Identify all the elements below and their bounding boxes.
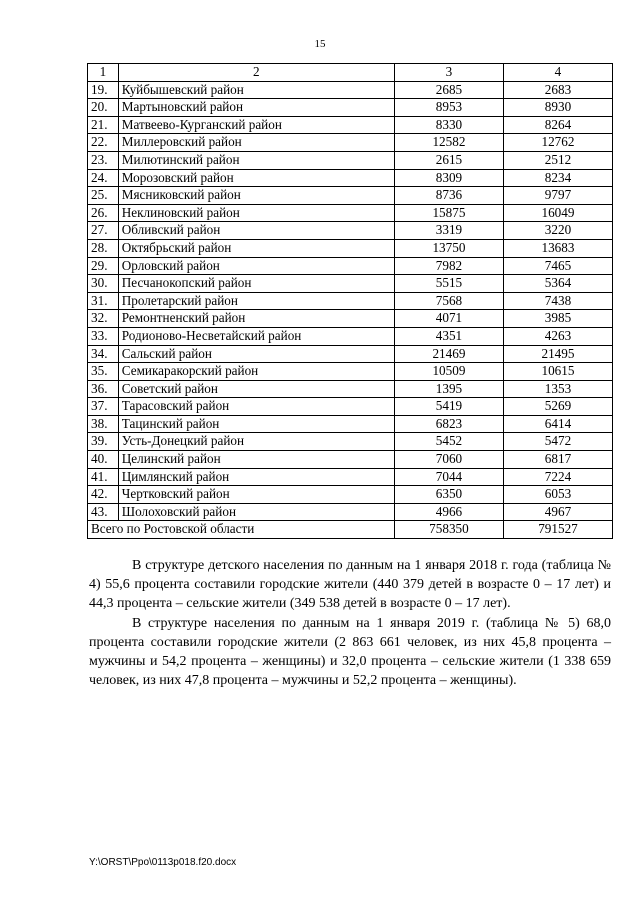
value-col-4: 1353: [503, 380, 612, 398]
table-row: [88, 451, 613, 469]
row-number: 38.: [88, 415, 119, 433]
value-col-4: 8930: [503, 99, 612, 117]
total-label: Всего по Ростовской области: [88, 521, 395, 539]
table-row: [88, 99, 613, 117]
row-number: 34.: [88, 345, 119, 363]
paragraph-population-structure: В структуре населения по данным на 1 января 2019 г. (таблица № 5) 68,0 процента составили городские жители (2 863 661 человек, из них 45,8 процента – мужчины и 54,2 процента – женщины) и 32,0 процента – сельские жители (1 338 659 человек, из них 47,8 процента – мужчины и 52,2 процента – женщины).: [89, 615, 611, 689]
table-row: [88, 116, 613, 134]
table-header-row: [88, 64, 613, 82]
table-row: [88, 239, 613, 257]
district-name: Песчанокопский район: [118, 275, 394, 293]
table-row: [88, 81, 613, 99]
value-col-3: 5419: [394, 398, 503, 416]
value-col-3: 7060: [394, 451, 503, 469]
value-col-3: 6823: [394, 415, 503, 433]
table-row: [88, 257, 613, 275]
district-name: Матвеево-Курганский район: [118, 116, 394, 134]
value-col-3: 8736: [394, 187, 503, 205]
district-name: Мясниковский район: [118, 187, 394, 205]
total-value-col-3: 758350: [394, 521, 503, 539]
value-col-4: 6414: [503, 415, 612, 433]
row-number: 22.: [88, 134, 119, 152]
value-col-4: 2512: [503, 151, 612, 169]
value-col-3: 8953: [394, 99, 503, 117]
value-col-3: 12582: [394, 134, 503, 152]
row-number: 23.: [88, 151, 119, 169]
value-col-3: 4966: [394, 503, 503, 521]
district-name: Октябрьский район: [118, 239, 394, 257]
value-col-3: 13750: [394, 239, 503, 257]
table-row: [88, 398, 613, 416]
value-col-3: 21469: [394, 345, 503, 363]
table-row: [88, 433, 613, 451]
value-col-4: 8234: [503, 169, 612, 187]
row-number: 31.: [88, 292, 119, 310]
value-col-3: 7568: [394, 292, 503, 310]
district-name: Тарасовский район: [118, 398, 394, 416]
district-name: Чертковский район: [118, 486, 394, 504]
district-name: Целинский район: [118, 451, 394, 469]
value-col-3: 4351: [394, 327, 503, 345]
value-col-4: 3220: [503, 222, 612, 240]
value-col-4: 3985: [503, 310, 612, 328]
value-col-3: 6350: [394, 486, 503, 504]
row-number: 27.: [88, 222, 119, 240]
district-name: Миллеровский район: [118, 134, 394, 152]
row-number: 30.: [88, 275, 119, 293]
row-number: 20.: [88, 99, 119, 117]
district-population-table: [87, 63, 613, 539]
row-number: 32.: [88, 310, 119, 328]
value-col-4: 10615: [503, 363, 612, 381]
total-value-col-4: 791527: [503, 521, 612, 539]
value-col-4: 16049: [503, 204, 612, 222]
row-number: 19.: [88, 81, 119, 99]
row-number: 24.: [88, 169, 119, 187]
value-col-3: 8330: [394, 116, 503, 134]
value-col-4: 5364: [503, 275, 612, 293]
district-name: Обливский район: [118, 222, 394, 240]
district-name: Родионово-Несветайский район: [118, 327, 394, 345]
value-col-3: 7044: [394, 468, 503, 486]
row-number: 36.: [88, 380, 119, 398]
table-row: [88, 222, 613, 240]
district-name: Советский район: [118, 380, 394, 398]
value-col-4: 13683: [503, 239, 612, 257]
table-row: [88, 380, 613, 398]
value-col-3: 5452: [394, 433, 503, 451]
value-col-3: 2615: [394, 151, 503, 169]
value-col-4: 4263: [503, 327, 612, 345]
row-number: 28.: [88, 239, 119, 257]
value-col-3: 10509: [394, 363, 503, 381]
district-name: Милютинский район: [118, 151, 394, 169]
value-col-3: 3319: [394, 222, 503, 240]
table-row: [88, 204, 613, 222]
row-number: 41.: [88, 468, 119, 486]
district-name: Пролетарский район: [118, 292, 394, 310]
district-name: Сальский район: [118, 345, 394, 363]
row-number: 40.: [88, 451, 119, 469]
value-col-3: 1395: [394, 380, 503, 398]
header-col-4: 4: [503, 64, 612, 82]
district-name: Неклиновский район: [118, 204, 394, 222]
district-name: Морозовский район: [118, 169, 394, 187]
row-number: 43.: [88, 503, 119, 521]
value-col-4: 9797: [503, 187, 612, 205]
paragraph-children-structure: В структуре детского населения по данным на 1 января 2018 г. года (таблица № 4) 55,6 процента составили городские жители (440 379 детей в возрасте 0 – 17 лет) и 44,3 процента – сельские жители (349 538 детей в возрасте 0 – 17 лет).: [89, 558, 611, 612]
table-row: [88, 275, 613, 293]
value-col-4: 5472: [503, 433, 612, 451]
table-row: [88, 292, 613, 310]
district-name: Семикаракорский район: [118, 363, 394, 381]
value-col-4: 7465: [503, 257, 612, 275]
table-row: [88, 187, 613, 205]
footer-file-path: Y:\ORST\Ppo\0113p018.f20.docx: [89, 857, 237, 868]
value-col-4: 12762: [503, 134, 612, 152]
table-row: [88, 310, 613, 328]
table-row: [88, 169, 613, 187]
row-number: 39.: [88, 433, 119, 451]
table-row: [88, 415, 613, 433]
row-number: 25.: [88, 187, 119, 205]
district-name: Тацинский район: [118, 415, 394, 433]
district-name: Шолоховский район: [118, 503, 394, 521]
district-name: Усть-Донецкий район: [118, 433, 394, 451]
table-row: [88, 468, 613, 486]
value-col-4: 2683: [503, 81, 612, 99]
district-name: Мартыновский район: [118, 99, 394, 117]
value-col-4: 4967: [503, 503, 612, 521]
header-col-3: 3: [394, 64, 503, 82]
value-col-4: 21495: [503, 345, 612, 363]
row-number: 42.: [88, 486, 119, 504]
table-row: [88, 503, 613, 521]
row-number: 21.: [88, 116, 119, 134]
row-number: 35.: [88, 363, 119, 381]
value-col-4: 6817: [503, 451, 612, 469]
table-row: [88, 345, 613, 363]
row-number: 26.: [88, 204, 119, 222]
district-name: Орловский район: [118, 257, 394, 275]
table-row: [88, 327, 613, 345]
value-col-4: 7438: [503, 292, 612, 310]
value-col-3: 15875: [394, 204, 503, 222]
district-name: Ремонтненский район: [118, 310, 394, 328]
table-row: [88, 363, 613, 381]
value-col-3: 2685: [394, 81, 503, 99]
row-number: 33.: [88, 327, 119, 345]
row-number: 37.: [88, 398, 119, 416]
value-col-3: 4071: [394, 310, 503, 328]
value-col-4: 7224: [503, 468, 612, 486]
district-name: Цимлянский район: [118, 468, 394, 486]
table-total-row: [88, 521, 613, 539]
table-row: [88, 486, 613, 504]
header-col-1: 1: [88, 64, 119, 82]
table-row: [88, 151, 613, 169]
header-col-2: 2: [118, 64, 394, 82]
value-col-3: 5515: [394, 275, 503, 293]
value-col-3: 8309: [394, 169, 503, 187]
page-number: 15: [314, 38, 326, 50]
body-text: [89, 556, 611, 690]
value-col-4: 5269: [503, 398, 612, 416]
value-col-4: 8264: [503, 116, 612, 134]
row-number: 29.: [88, 257, 119, 275]
district-name: Куйбышевский район: [118, 81, 394, 99]
table-row: [88, 134, 613, 152]
value-col-3: 7982: [394, 257, 503, 275]
value-col-4: 6053: [503, 486, 612, 504]
